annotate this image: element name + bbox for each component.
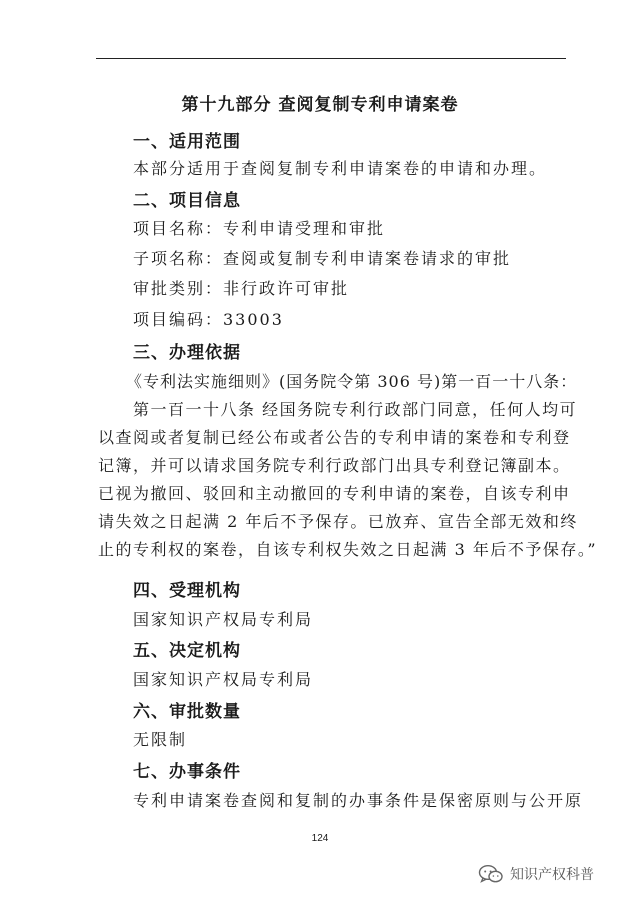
section-heading-decision: 五、决定机构 [133, 641, 241, 661]
conditions-text: 专利申请案卷查阅和复制的办事条件是保密原则与公开原 [133, 791, 584, 810]
section-heading-conditions: 七、办事条件 [133, 762, 241, 782]
quote-line: 以查阅或者复制已经公布或者公告的专利申请的案卷和专利登 [98, 428, 571, 447]
page-number: 124 [311, 833, 329, 844]
quote-line: 第一百一十八条 经国务院专利行政部门同意，任何人均可 [133, 400, 578, 419]
basis-quote [98, 396, 598, 564]
watermark [478, 862, 594, 886]
scope-text: 本部分适用于查阅复制专利申请案卷的申请和办理。 [133, 159, 548, 178]
section-heading-info: 二、项目信息 [133, 191, 241, 211]
quote-line: 止的专利权的案卷，自该专利权失效之日起满 3 年后不予保存。” [98, 540, 598, 559]
quantity-text: 无限制 [133, 730, 188, 749]
info-line: 项目编码：33003 [133, 310, 284, 329]
info-line: 审批类别：非行政许可审批 [133, 279, 350, 298]
info-line: 子项名称：查阅或复制专利申请案卷请求的审批 [133, 249, 512, 268]
section-heading-quantity: 六、审批数量 [133, 702, 241, 722]
info-line: 项目名称：专利申请受理和审批 [133, 219, 386, 238]
section-heading-basis: 三、办理依据 [133, 343, 241, 363]
quote-line: 已视为撤回、驳回和主动撤回的专利申请的案卷，自该专利申 [98, 484, 571, 503]
header-rule [96, 58, 566, 59]
wechat-icon [478, 864, 504, 884]
decision-text: 国家知识产权局专利局 [133, 670, 314, 689]
page-title: 第十九部分 查阅复制专利申请案卷 [181, 95, 459, 115]
watermark-text: 知识产权科普 [510, 867, 594, 883]
section-heading-scope: 一、适用范围 [133, 132, 241, 152]
section-heading-acceptance: 四、受理机构 [133, 581, 241, 601]
quote-line: 记簿，并可以请求国务院专利行政部门出具专利登记簿副本。 [98, 456, 571, 475]
acceptance-text: 国家知识产权局专利局 [133, 610, 314, 629]
quote-line: 请失效之日起满 2 年后不予保存。已放弃、宣告全部无效和终 [98, 512, 578, 531]
basis-citation: 《专利法实施细则》(国务院令第 306 号)第一百一十八条： [126, 372, 578, 391]
